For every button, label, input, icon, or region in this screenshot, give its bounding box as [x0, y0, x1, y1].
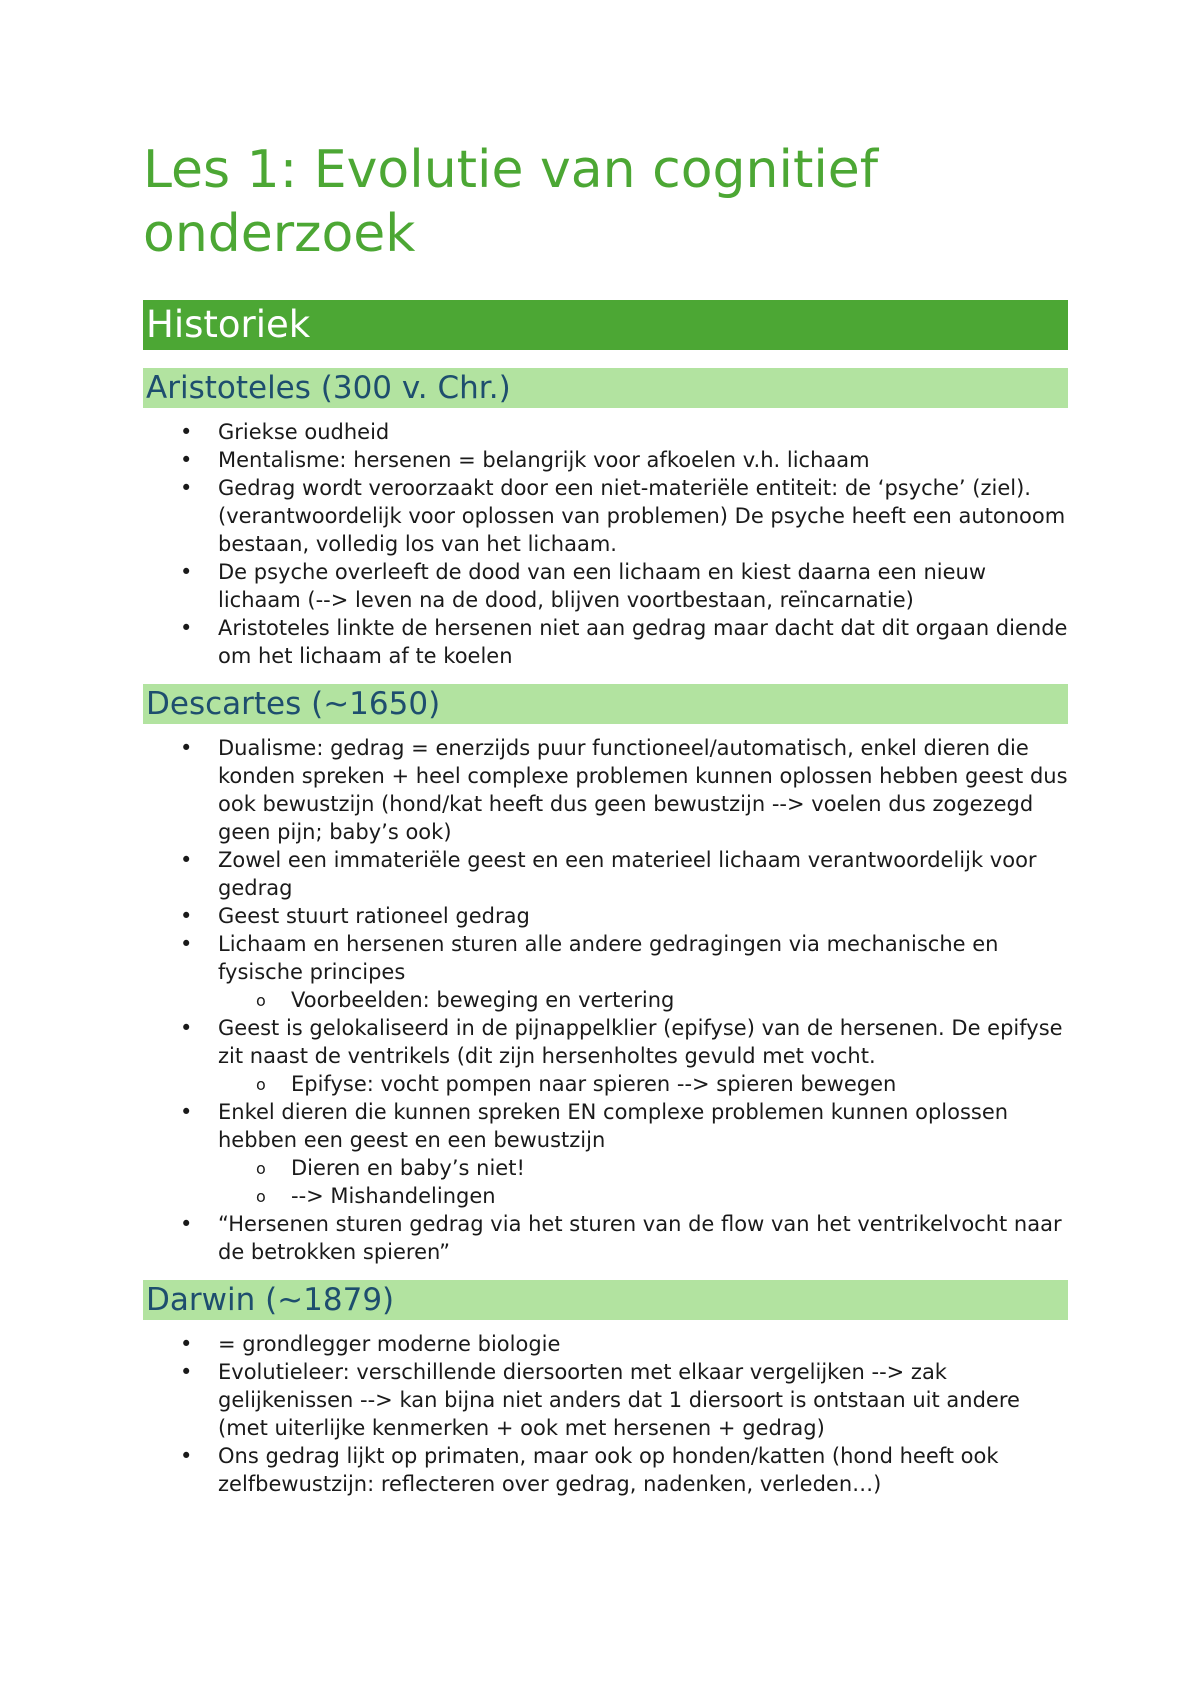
bullet-list [143, 418, 1068, 670]
list-item [143, 846, 1068, 902]
list-item-text: = grondlegger moderne biologie [218, 1332, 561, 1356]
list-item [143, 1358, 1068, 1442]
sub-list [143, 986, 1068, 1014]
list-item-text: Lichaam en hersenen sturen alle andere gedragingen via mechanische en fysische principes [218, 932, 999, 984]
bullet-list [143, 1330, 1068, 1498]
list-item [143, 446, 1068, 474]
sub-list [143, 1154, 1068, 1210]
list-item [143, 1098, 1068, 1210]
bullet-list [143, 734, 1068, 1266]
list-item [143, 734, 1068, 846]
subsections-container [143, 368, 1068, 1498]
list-item [143, 1014, 1068, 1098]
list-item-text: Aristoteles linkte de hersenen niet aan gedrag maar dacht dat dit orgaan diende om het lichaam af te koelen [218, 616, 1068, 668]
list-item [143, 1330, 1068, 1358]
page-title: Les 1: Evolutie van cognitief onderzoek [143, 140, 879, 264]
list-item [143, 1210, 1068, 1266]
list-item-text: Geest stuurt rationeel gedrag [218, 904, 530, 928]
list-item-text: De psyche overleeft de dood van een lichaam en kiest daarna een nieuw lichaam (--> leven na de dood, blijven voortbestaan, reïncarnatie) [218, 560, 987, 612]
list-item [143, 1442, 1068, 1498]
list-item [143, 418, 1068, 446]
subsection-heading: Descartes (~1650) [143, 684, 1068, 724]
list-item-text: Zowel een immateriële geest en een materieel lichaam verantwoordelijk voor gedrag [218, 848, 1037, 900]
sub-list-item: o --> Mishandelingen [218, 1182, 1068, 1210]
section-heading: Historiek [143, 300, 1068, 350]
sub-list-item: o Dieren en baby’s niet! [218, 1154, 1068, 1182]
list-item [143, 614, 1068, 670]
list-item [143, 930, 1068, 1014]
list-item [143, 902, 1068, 930]
list-item-text: Dualisme: gedrag = enerzijds puur functioneel/automatisch, enkel dieren die konden spreken + heel complexe problemen kunnen oplossen hebben geest dus ook bewustzijn (hond/kat heeft dus geen bewustzijn --> voelen dus zogezegd geen pijn; baby’s ook) [218, 736, 1068, 844]
list-item-text: Evolutieleer: verschillende diersoorten met elkaar vergelijken --> zak gelijkenissen --> kan bijna niet anders dat 1 diersoort is ontstaan uit andere (met uiterlijke kenmerken + ook met hersenen + gedrag) [218, 1360, 1020, 1440]
subsection-heading: Darwin (~1879) [143, 1280, 1068, 1320]
list-item [143, 474, 1068, 558]
sub-list [143, 1070, 1068, 1098]
sub-list-item: o Epifyse: vocht pompen naar spieren --> spieren bewegen [218, 1070, 1068, 1098]
list-item-text: Ons gedrag lijkt op primaten, maar ook op honden/katten (hond heeft ook zelfbewustzijn: reflecteren over gedrag, nadenken, verleden…) [218, 1444, 999, 1496]
list-item-text: Mentalisme: hersenen = belangrijk voor afkoelen v.h. lichaam [218, 448, 870, 472]
subsection-heading: Aristoteles (300 v. Chr.) [143, 368, 1068, 408]
list-item-text: Griekse oudheid [218, 420, 390, 444]
document-page [143, 138, 1068, 1498]
sub-list-item: o Voorbeelden: beweging en vertering [218, 986, 1068, 1014]
list-item-text: Gedrag wordt veroorzaakt door een niet-materiële entiteit: de ‘psyche’ (ziel). (verantwoordelijk voor oplossen van problemen) De psyche heeft een autonoom bestaan, volledig los van het lichaam. [218, 476, 1066, 556]
list-item-text: “Hersenen sturen gedrag via het sturen van de flow van het ventrikelvocht naar de betrokken spieren” [218, 1212, 1062, 1264]
list-item-text: Enkel dieren die kunnen spreken EN complexe problemen kunnen oplossen hebben een geest en een bewustzijn [218, 1100, 1009, 1152]
list-item-text: Geest is gelokaliseerd in de pijnappelklier (epifyse) van de hersenen. De epifyse zit naast de ventrikels (dit zijn hersenholtes gevuld met vocht. [218, 1016, 1063, 1068]
list-item [143, 558, 1068, 614]
